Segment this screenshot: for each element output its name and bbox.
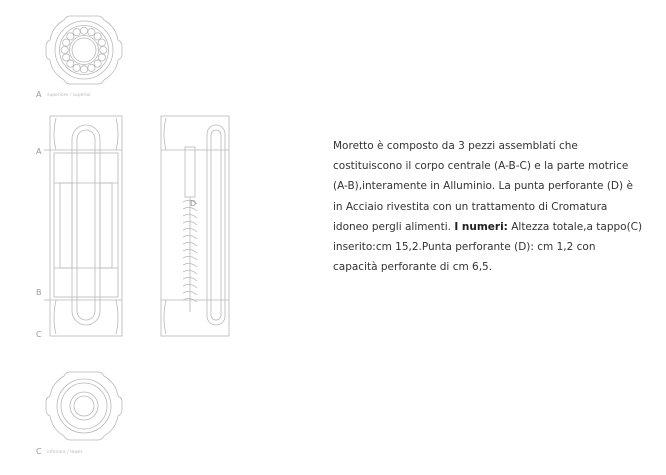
bead: [73, 64, 80, 71]
bead: [61, 46, 68, 53]
top-view: [46, 16, 122, 84]
bead: [88, 64, 95, 71]
side-label-b: B: [36, 288, 42, 297]
bead: [94, 33, 101, 40]
top-view-letter: A: [36, 90, 42, 99]
bead: [73, 29, 80, 36]
description-intro: Moretto è composto da 3 pezzi assemblati che costituiscono il corpo centrale (A-B-C) e la parte motrice (A-B),interamente in Alluminio. La punta perforante (D) è in Acciaio rivestita con un trattamento di Cromatura idoneo pergli alimenti.: [333, 140, 633, 233]
top-view-caption: superiore / superior: [47, 93, 92, 98]
bead: [63, 54, 70, 61]
bead: [63, 39, 70, 46]
side-view-section: [161, 116, 229, 336]
bead: [98, 39, 105, 46]
bead: [80, 27, 87, 34]
description-heading: I numeri:: [454, 220, 508, 233]
bead: [67, 33, 74, 40]
bead: [67, 60, 74, 67]
bottom-view-letter: C: [36, 447, 42, 456]
product-description: [333, 136, 643, 277]
side-label-c: C: [36, 330, 42, 339]
description-details: Altezza totale,a tappo(C) inserito:cm 15,2.Punta perforante (D): cm 1,2 con capacità perforante di cm 6,5.: [333, 220, 643, 274]
bead: [94, 60, 101, 67]
bottom-view: [46, 372, 122, 440]
side-view-exterior: [44, 116, 122, 336]
bead: [100, 46, 107, 53]
section-label-d: D: [190, 199, 197, 208]
bead: [80, 66, 87, 73]
side-label-a: A: [36, 147, 42, 156]
bead: [98, 54, 105, 61]
bottom-view-caption: inferiore / lower: [47, 450, 83, 455]
bead: [88, 29, 95, 36]
